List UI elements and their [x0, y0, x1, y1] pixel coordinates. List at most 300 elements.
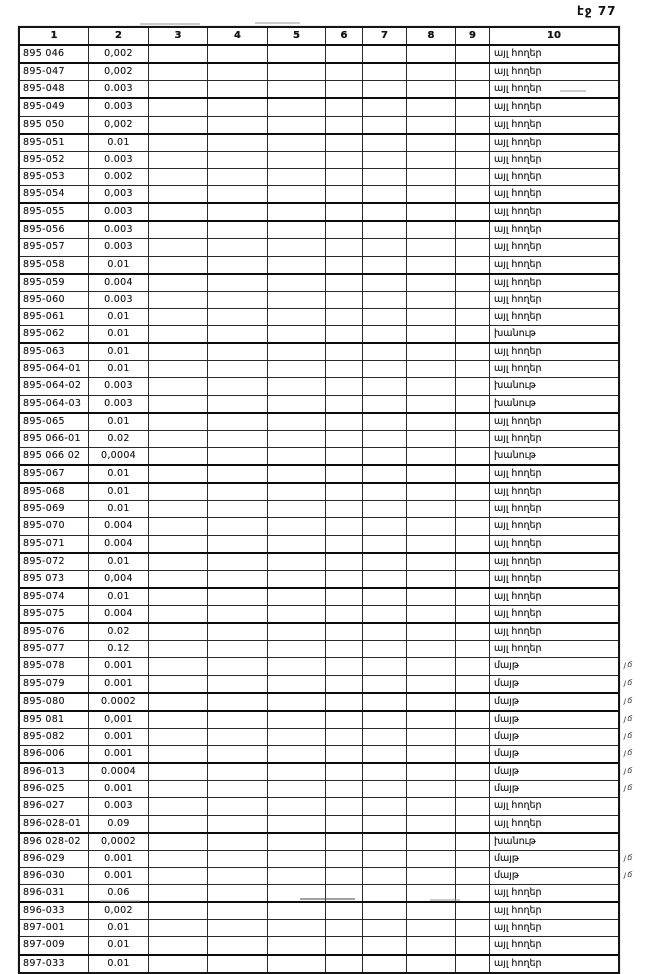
empty-cell: [267, 222, 325, 238]
empty-cell: [148, 169, 207, 185]
empty-cell: [207, 920, 267, 936]
parcel-code-cell: 895-079: [23, 677, 65, 689]
table-row: [20, 641, 618, 658]
empty-cell: [455, 554, 489, 570]
empty-cell: [406, 326, 455, 342]
empty-cell: [406, 694, 455, 710]
land-use-cell: այլ հողեր: [489, 204, 618, 220]
empty-cell: [207, 956, 267, 972]
empty-cell: [148, 414, 207, 430]
parcel-code-cell: 897-001: [23, 922, 65, 934]
empty-cell: [362, 501, 406, 517]
parcel-code-cell: 896 028-02: [23, 835, 81, 847]
empty-cell: [362, 64, 406, 80]
empty-cell: [325, 589, 362, 605]
empty-cell: [325, 694, 362, 710]
area-value-cell: 0.01: [88, 414, 148, 430]
empty-cell: [267, 117, 325, 133]
table-row: [20, 46, 618, 64]
parcel-code-cell: 896-027: [23, 800, 65, 812]
empty-cell: [148, 81, 207, 97]
empty-cell: [267, 764, 325, 780]
empty-cell: [362, 204, 406, 220]
empty-cell: [406, 554, 455, 570]
empty-cell: [406, 378, 455, 394]
empty-cell: [325, 152, 362, 168]
empty-cell: [455, 117, 489, 133]
empty-cell: [362, 81, 406, 97]
empty-cell: [267, 484, 325, 500]
area-value-cell: 0.004: [88, 275, 148, 291]
empty-cell: [267, 606, 325, 622]
empty-cell: [362, 624, 406, 640]
parcel-code-cell: 895-048: [23, 83, 65, 95]
table-row: [20, 117, 618, 135]
empty-cell: [362, 46, 406, 62]
empty-cell: [455, 501, 489, 517]
empty-cell: [207, 309, 267, 325]
column-header-5: 5: [267, 28, 325, 44]
empty-cell: [207, 99, 267, 115]
area-value-cell: 0.02: [88, 431, 148, 447]
empty-cell: [325, 431, 362, 447]
parcel-code-cell: 895-077: [23, 643, 65, 655]
empty-cell: [406, 937, 455, 953]
area-value-cell: 0,002: [88, 903, 148, 919]
land-use-cell: այլ հողեր: [489, 518, 618, 534]
empty-cell: [267, 257, 325, 273]
empty-cell: [207, 135, 267, 151]
empty-cell: [325, 275, 362, 291]
table-row: [20, 851, 634, 868]
table-row: [20, 694, 634, 712]
handwritten-margin-mark: յճ: [624, 713, 634, 723]
empty-cell: [362, 694, 406, 710]
empty-cell: [207, 501, 267, 517]
empty-cell: [455, 169, 489, 185]
empty-cell: [148, 920, 207, 936]
empty-cell: [362, 956, 406, 972]
empty-cell: [207, 81, 267, 97]
area-value-cell: 0,001: [88, 712, 148, 728]
empty-cell: [406, 589, 455, 605]
table-row: [20, 81, 618, 99]
empty-cell: [406, 414, 455, 430]
table-row: [20, 309, 618, 326]
empty-cell: [455, 309, 489, 325]
empty-cell: [455, 746, 489, 762]
empty-cell: [325, 46, 362, 62]
table-row: [20, 518, 618, 535]
empty-cell: [362, 518, 406, 534]
land-use-cell: խանութ: [489, 378, 618, 394]
parcel-code-cell: 897-033: [23, 957, 65, 969]
area-value-cell: 0.001: [88, 781, 148, 797]
empty-cell: [406, 571, 455, 587]
area-value-cell: 0,002: [88, 46, 148, 62]
empty-cell: [406, 764, 455, 780]
empty-cell: [455, 712, 489, 728]
column-header-3: 3: [148, 28, 207, 44]
empty-cell: [362, 292, 406, 308]
empty-cell: [406, 729, 455, 745]
empty-cell: [406, 484, 455, 500]
empty-cell: [267, 536, 325, 552]
parcel-code-cell: 895-069: [23, 503, 65, 515]
empty-cell: [362, 676, 406, 692]
empty-cell: [267, 186, 325, 202]
empty-cell: [406, 239, 455, 255]
empty-cell: [362, 275, 406, 291]
empty-cell: [207, 186, 267, 202]
empty-cell: [207, 431, 267, 447]
column-header-1: 1: [50, 30, 58, 41]
empty-cell: [325, 361, 362, 377]
area-value-cell: 0.01: [88, 466, 148, 482]
empty-cell: [267, 64, 325, 80]
parcel-code-cell: 895 046: [23, 48, 65, 59]
table-row: [20, 868, 634, 885]
empty-cell: [207, 378, 267, 394]
empty-cell: [455, 851, 489, 867]
empty-cell: [406, 624, 455, 640]
parcel-code-cell: 895-074: [23, 590, 65, 602]
empty-cell: [207, 606, 267, 622]
parcel-code-cell: 895-064-02: [23, 380, 82, 392]
empty-cell: [148, 99, 207, 115]
empty-cell: [362, 834, 406, 850]
empty-cell: [406, 920, 455, 936]
parcel-code-cell: 895-055: [23, 206, 65, 218]
empty-cell: [267, 378, 325, 394]
empty-cell: [455, 46, 489, 62]
parcel-code-cell: 895-049: [23, 101, 65, 113]
table-row: [20, 885, 618, 903]
empty-cell: [207, 816, 267, 832]
land-use-cell: այլ հողեր: [489, 501, 618, 517]
empty-cell: [406, 309, 455, 325]
empty-cell: [325, 396, 362, 412]
empty-cell: [406, 466, 455, 482]
empty-cell: [406, 501, 455, 517]
empty-cell: [148, 204, 207, 220]
empty-cell: [207, 414, 267, 430]
table-row: [20, 204, 618, 222]
empty-cell: [267, 448, 325, 464]
empty-cell: [455, 361, 489, 377]
empty-cell: [325, 99, 362, 115]
empty-cell: [455, 868, 489, 884]
empty-cell: [406, 431, 455, 447]
empty-cell: [406, 798, 455, 814]
table-row: [20, 554, 618, 571]
land-use-cell: այլ հողեր: [489, 239, 618, 255]
area-value-cell: 0,0002: [88, 834, 148, 850]
parcel-code-cell: 895 073: [23, 572, 65, 584]
empty-cell: [455, 694, 489, 710]
table-row: [20, 658, 634, 675]
area-value-cell: 0.01: [88, 501, 148, 517]
empty-cell: [406, 781, 455, 797]
empty-cell: [325, 851, 362, 867]
parcel-code-cell: 896-029: [23, 852, 65, 864]
table-row: [20, 956, 618, 972]
empty-cell: [148, 309, 207, 325]
empty-cell: [148, 798, 207, 814]
empty-cell: [362, 239, 406, 255]
empty-cell: [267, 816, 325, 832]
empty-cell: [362, 309, 406, 325]
parcel-code-cell: 896-006: [23, 748, 65, 759]
empty-cell: [267, 361, 325, 377]
empty-cell: [207, 361, 267, 377]
empty-cell: [455, 414, 489, 430]
empty-cell: [207, 326, 267, 342]
empty-cell: [325, 448, 362, 464]
area-value-cell: 0,0004: [88, 448, 148, 464]
land-use-cell: այլ հողեր: [489, 484, 618, 500]
empty-cell: [148, 326, 207, 342]
empty-cell: [455, 937, 489, 953]
empty-cell: [325, 746, 362, 762]
empty-cell: [325, 606, 362, 622]
land-use-cell: այլ հողեր: [489, 275, 618, 291]
parcel-code-cell: 895-082: [23, 730, 65, 742]
empty-cell: [148, 589, 207, 605]
empty-cell: [267, 135, 325, 151]
empty-cell: [325, 764, 362, 780]
empty-cell: [455, 326, 489, 342]
parcel-code-cell: 895-052: [23, 153, 65, 165]
land-use-cell: մայթ: [489, 658, 618, 674]
empty-cell: [207, 729, 267, 745]
empty-cell: [455, 834, 489, 850]
empty-cell: [362, 326, 406, 342]
table-row: [20, 536, 618, 554]
table-row: [20, 99, 618, 116]
empty-cell: [406, 712, 455, 728]
land-use-cell: այլ հողեր: [489, 81, 618, 97]
table-row: [20, 712, 634, 729]
parcel-code-cell: 896-025: [23, 783, 65, 795]
empty-cell: [267, 396, 325, 412]
empty-cell: [406, 536, 455, 552]
empty-cell: [325, 186, 362, 202]
empty-cell: [207, 885, 267, 901]
parcel-code-cell: 895-057: [23, 241, 65, 253]
empty-cell: [325, 135, 362, 151]
empty-cell: [325, 518, 362, 534]
empty-cell: [455, 816, 489, 832]
empty-cell: [455, 484, 489, 500]
empty-cell: [362, 712, 406, 728]
land-use-cell: այլ հողեր: [489, 152, 618, 168]
empty-cell: [325, 466, 362, 482]
empty-cell: [267, 658, 325, 674]
area-value-cell: 0.003: [88, 292, 148, 308]
empty-cell: [267, 81, 325, 97]
land-use-cell: այլ հողեր: [489, 222, 618, 238]
empty-cell: [325, 554, 362, 570]
empty-cell: [325, 344, 362, 360]
empty-cell: [267, 885, 325, 901]
empty-cell: [325, 571, 362, 587]
land-use-cell: այլ հողեր: [489, 536, 618, 552]
table-row: [20, 798, 618, 815]
empty-cell: [406, 885, 455, 901]
area-value-cell: 0,004: [88, 571, 148, 587]
land-use-cell: այլ հողեր: [489, 99, 618, 115]
empty-cell: [148, 571, 207, 587]
empty-cell: [362, 222, 406, 238]
parcel-code-cell: 895 081: [23, 713, 65, 725]
land-use-cell: մայթ: [489, 746, 618, 762]
empty-cell: [406, 676, 455, 692]
empty-cell: [325, 257, 362, 273]
empty-cell: [148, 729, 207, 745]
area-value-cell: 0.01: [88, 326, 148, 342]
empty-cell: [362, 448, 406, 464]
column-header-2: 2: [88, 28, 148, 44]
land-use-cell: այլ հողեր: [489, 589, 618, 605]
empty-cell: [148, 344, 207, 360]
empty-cell: [148, 448, 207, 464]
area-value-cell: 0.003: [88, 222, 148, 238]
land-parcel-table: [18, 26, 634, 974]
empty-cell: [406, 641, 455, 657]
empty-cell: [148, 956, 207, 972]
empty-cell: [362, 816, 406, 832]
empty-cell: [267, 868, 325, 884]
land-use-cell: այլ հողեր: [489, 920, 618, 936]
parcel-code-cell: 895-064-03: [23, 397, 82, 409]
table-row: [20, 448, 618, 466]
parcel-code-cell: 895-078: [23, 660, 65, 672]
table-row: [20, 378, 618, 395]
empty-cell: [362, 466, 406, 482]
parcel-code-cell: 895-059: [23, 276, 65, 288]
handwritten-margin-mark: յճ: [624, 695, 634, 705]
empty-cell: [207, 746, 267, 762]
empty-cell: [207, 518, 267, 534]
empty-cell: [455, 378, 489, 394]
table-row: [20, 222, 618, 239]
table-row: [20, 396, 618, 414]
table-row: [20, 431, 618, 448]
empty-cell: [455, 64, 489, 80]
handwritten-margin-mark: յճ: [624, 783, 634, 793]
empty-cell: [148, 257, 207, 273]
empty-cell: [455, 920, 489, 936]
area-value-cell: 0.003: [88, 378, 148, 394]
empty-cell: [148, 746, 207, 762]
empty-cell: [325, 816, 362, 832]
empty-cell: [362, 571, 406, 587]
area-value-cell: 0.004: [88, 606, 148, 622]
empty-cell: [148, 554, 207, 570]
empty-cell: [362, 169, 406, 185]
empty-cell: [148, 712, 207, 728]
handwritten-margin-mark: յճ: [624, 730, 634, 740]
parcel-code-cell: 895-064-01: [23, 363, 82, 375]
table-row: [20, 169, 618, 186]
land-use-cell: այլ հողեր: [489, 816, 618, 832]
table-row: [20, 257, 618, 275]
empty-cell: [362, 361, 406, 377]
empty-cell: [267, 344, 325, 360]
column-header-10: 10: [489, 28, 618, 44]
empty-cell: [148, 518, 207, 534]
empty-cell: [148, 275, 207, 291]
empty-cell: [406, 658, 455, 674]
empty-cell: [455, 781, 489, 797]
empty-cell: [406, 396, 455, 412]
empty-cell: [148, 658, 207, 674]
empty-cell: [325, 222, 362, 238]
empty-cell: [148, 606, 207, 622]
area-value-cell: 0.01: [88, 484, 148, 500]
empty-cell: [207, 46, 267, 62]
parcel-code-cell: 895-051: [23, 136, 65, 148]
table-row: [20, 920, 618, 937]
empty-cell: [406, 169, 455, 185]
empty-cell: [455, 729, 489, 745]
empty-cell: [362, 99, 406, 115]
empty-cell: [325, 624, 362, 640]
table-body: [20, 46, 634, 972]
table-row: [20, 135, 618, 152]
empty-cell: [207, 239, 267, 255]
empty-cell: [148, 937, 207, 953]
land-use-cell: մայթ: [489, 694, 618, 710]
land-use-cell: այլ հողեր: [489, 344, 618, 360]
parcel-code-cell: 895-063: [23, 346, 65, 358]
empty-cell: [267, 99, 325, 115]
land-use-cell: խանութ: [489, 834, 618, 850]
empty-cell: [406, 222, 455, 238]
area-value-cell: 0.004: [88, 536, 148, 552]
empty-cell: [267, 169, 325, 185]
empty-cell: [148, 378, 207, 394]
empty-cell: [207, 169, 267, 185]
area-value-cell: 0.01: [88, 361, 148, 377]
empty-cell: [362, 135, 406, 151]
land-use-cell: այլ հողեր: [489, 257, 618, 273]
empty-cell: [148, 361, 207, 377]
empty-cell: [207, 658, 267, 674]
empty-cell: [325, 501, 362, 517]
table-row: [20, 676, 634, 694]
empty-cell: [406, 956, 455, 972]
empty-cell: [207, 764, 267, 780]
empty-cell: [406, 99, 455, 115]
empty-cell: [362, 764, 406, 780]
empty-cell: [362, 885, 406, 901]
empty-cell: [325, 729, 362, 745]
parcel-code-cell: 895-047: [23, 66, 65, 78]
empty-cell: [455, 222, 489, 238]
empty-cell: [148, 694, 207, 710]
area-value-cell: 0.003: [88, 81, 148, 97]
area-value-cell: 0.001: [88, 676, 148, 692]
empty-cell: [207, 396, 267, 412]
empty-cell: [325, 64, 362, 80]
empty-cell: [148, 536, 207, 552]
handwritten-margin-mark: յճ: [624, 660, 634, 670]
area-value-cell: 0.01: [88, 589, 148, 605]
table-row: [20, 326, 618, 344]
land-use-cell: այլ հողեր: [489, 135, 618, 151]
